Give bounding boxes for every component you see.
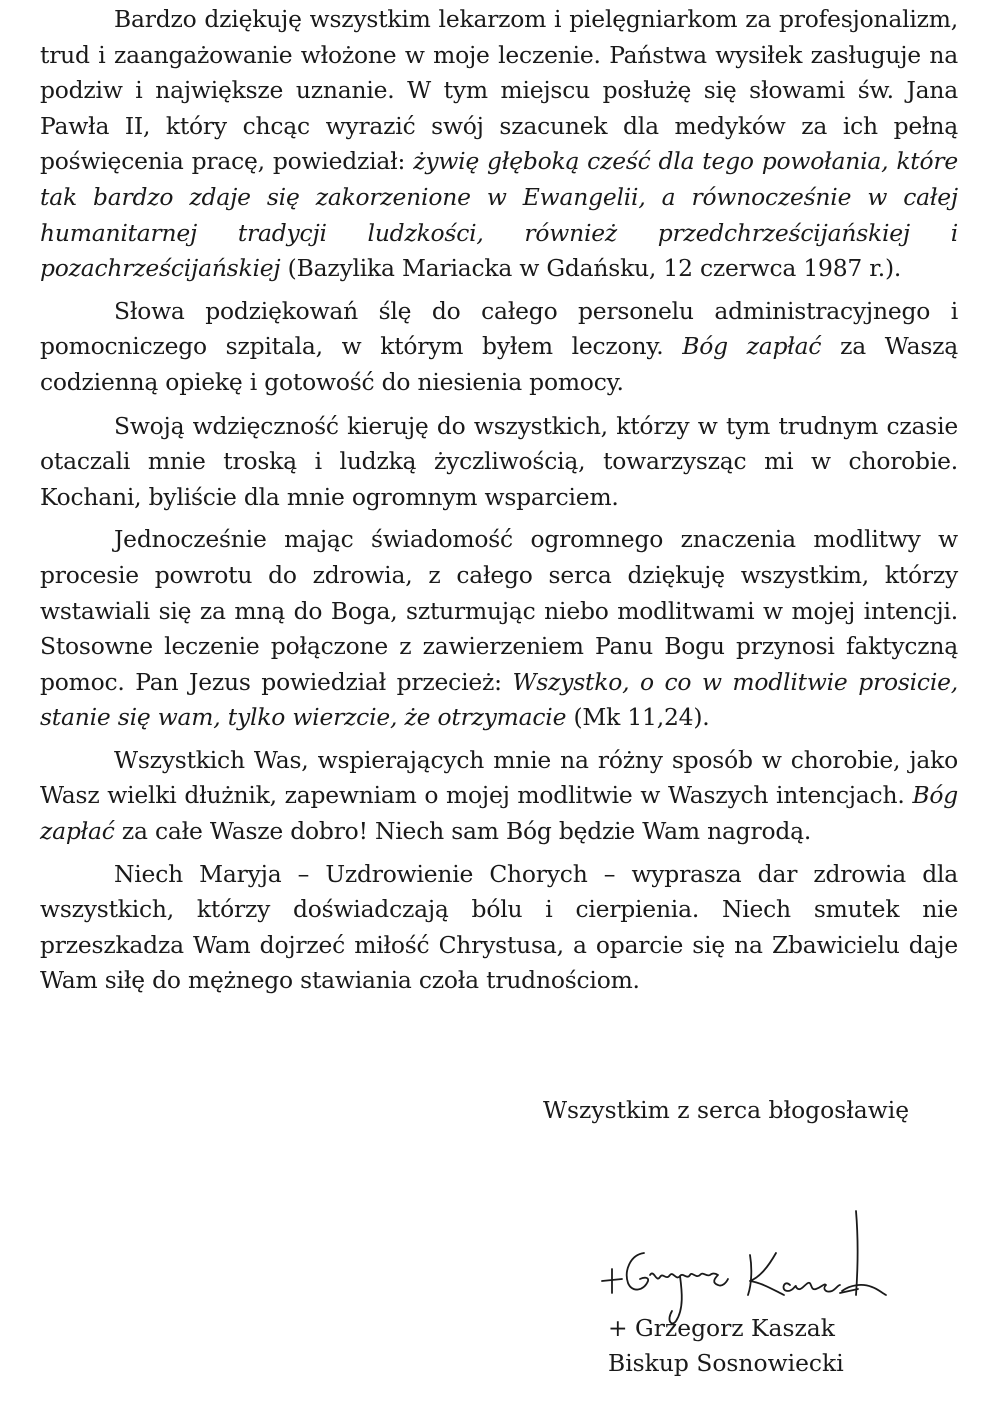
- paragraph-5-text-a: Wszystkich Was, wspierających mnie na różny sposób w chorobie, jako Wasz wielki dłużnik, zapewniam o mojej modlitwie w Waszych intencjach.: [40, 745, 958, 810]
- paragraph-4-quote: Wszystko, o co w modlitwie prosicie, stanie się wam, tylko wierzcie, że otrzymacie: [40, 667, 958, 732]
- signature-name: + Grzegorz Kaszak: [608, 1314, 835, 1342]
- paragraph-1: [40, 2, 958, 287]
- paragraph-5-italic: Bóg zapłać: [40, 781, 958, 846]
- paragraph-1-text-a: Bardzo dziękuję wszystkim lekarzom i pielęgniarkom za profesjonalizm, trud i zaangażowanie włożone w moje leczenie. Państwa wysiłek zasługuje na podziw i największe uznanie. W tym miejscu posłużę się słowami św. Jana Pawła II, który chcąc wyrazić swój szacunek dla medyków za ich pełną poświęcenia pracę, powiedział:: [40, 5, 958, 176]
- paragraph-5-text-b: za całe Wasze dobro! Niech sam Bóg będzie Wam nagrodą.: [114, 817, 812, 846]
- paragraph-1-text-b: (Bazylika Mariacka w Gdańsku, 12 czerwca 1987 r.).: [280, 254, 902, 283]
- paragraph-2-italic: Bóg zapłać: [682, 332, 822, 361]
- paragraph-6-text: Niech Maryja – Uzdrowienie Chorych – wyprasza dar zdrowia dla wszystkich, którzy doświadczają bólu i cierpienia. Niech smutek nie przeszkadza Wam dojrzeć miłość Chrystusa, a oparcie się na Zbawicielu daje Wam siłę do mężnego stawiania czoła trudnościom.: [40, 859, 958, 995]
- paragraph-3-text: Swoją wdzięczność kieruję do wszystkich, którzy w tym trudnym czasie otaczali mnie troską i ludzką życzliwością, towarzysząc mi w chorobie. Kochani, byliście dla mnie ogromnym wsparciem.: [40, 411, 958, 511]
- paragraph-4-text-a: Jednocześnie mając świadomość ogromnego znaczenia modlitwy w procesie powrotu do zdrowia, z całego serca dziękuję wszystkim, którzy wstawiali się za mną do Boga, szturmując niebo modlitwami w mojej intencji. Stosowne leczenie połączone z zawierzeniem Panu Bogu przynosi faktyczną pomoc. Pan Jezus powiedział przecież:: [40, 525, 958, 696]
- paragraph-5: [40, 743, 958, 850]
- paragraph-2-text-b: za Waszą codzienną opiekę i gotowość do niesienia pomocy.: [40, 332, 958, 396]
- letter-body: [40, 2, 958, 1006]
- paragraph-4-text-b: (Mk 11,24).: [566, 703, 710, 732]
- signature-block: [608, 1311, 844, 1381]
- paragraph-2-text-a: Słowa podziękowań ślę do całego personelu administracyjnego i pomocniczego szpitala, w którym byłem leczony.: [40, 296, 958, 361]
- paragraph-3: [40, 409, 958, 516]
- closing-blessing: Wszystkim z serca błogosławię: [543, 1096, 910, 1124]
- paragraph-6: [40, 857, 958, 999]
- paragraph-1-quote: żywię głęboką cześć dla tego powołania, które tak bardzo zdaje się zakorzenione w Ewangelii, a równocześnie w całej humanitarnej tradycji ludzkości, również przedchrześcijańskiej i pozachrześcijańskiej: [40, 147, 958, 283]
- signature-title: Biskup Sosnowiecki: [608, 1349, 844, 1377]
- paragraph-4: [40, 522, 958, 736]
- paragraph-2: [40, 294, 958, 401]
